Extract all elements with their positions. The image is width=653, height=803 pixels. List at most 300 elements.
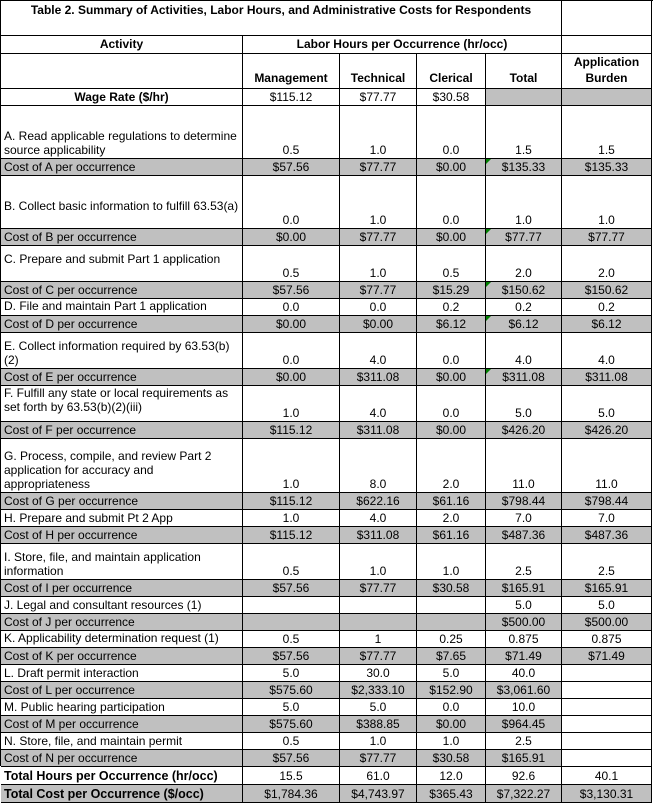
technical-header: Technical [350, 71, 406, 85]
cost-row-value: $77.77 [359, 581, 397, 595]
management-header: Management [254, 71, 328, 85]
cost-row-value: $0.00 [275, 230, 307, 244]
cost-row-label-cell [1, 580, 243, 597]
activity-row-value: 0.0 [442, 406, 460, 420]
cost-row-value: $311.08 [356, 528, 400, 542]
activity-row-tot-cell [486, 510, 562, 527]
cost-row-tot-cell [486, 682, 562, 699]
cost-row-value: $57.56 [272, 283, 310, 297]
activity-row-value: 4.0 [369, 511, 387, 525]
activity-row-value: 0.0 [442, 213, 460, 227]
cost-row-c-cell [417, 159, 486, 176]
activity-row-label: N. Store, file, and maintain permit [4, 734, 183, 748]
cost-row-m-cell [243, 282, 340, 299]
cost-row-value: $61.16 [432, 494, 470, 508]
activity-row-b-cell [562, 246, 652, 282]
cost-row-label: Cost of A per occurrence [4, 160, 136, 174]
wage-rate-total [486, 89, 562, 106]
activity-row-value: 1.0 [598, 213, 615, 227]
activity-row-value: 0.0 [282, 213, 300, 227]
cost-row-tot-cell [486, 282, 562, 299]
activity-row-value: 11.0 [595, 477, 618, 491]
cost-row-value: $0.00 [435, 160, 467, 174]
activity-row-c-cell [417, 386, 486, 422]
activity-row-label-cell [1, 176, 243, 229]
activity-row-value: 1.0 [369, 213, 387, 227]
cost-row-m-cell [243, 527, 340, 544]
cost-row-c-cell [417, 614, 486, 631]
total-row-label: Total Cost per Occurrence ($/occ) [4, 787, 204, 801]
activity-row-value: 2.5 [515, 734, 532, 748]
activity-row-value: 0.5 [282, 564, 300, 578]
total-row-m-cell [243, 767, 340, 785]
cost-row-label-cell [1, 493, 243, 510]
cell-note-marker [486, 159, 491, 164]
cost-row-value: $135.33 [584, 160, 629, 174]
wage-rate-management [243, 89, 340, 106]
cost-row-t-cell [340, 527, 417, 544]
cost-row-label: Cost of F per occurrence [4, 423, 137, 437]
activity-row-b-cell [562, 510, 652, 527]
activity-row-value: 0.0 [442, 353, 460, 367]
total-row-b-cell [562, 767, 652, 785]
cost-row-b-cell [562, 282, 652, 299]
cost-row-value: $798.44 [501, 494, 546, 508]
activity-row-c-cell [417, 631, 486, 648]
total-row-label: Total Hours per Occurrence (hr/occ) [4, 769, 218, 783]
activity-row-tot-cell [486, 631, 562, 648]
activity-row-label-cell [1, 699, 243, 716]
cost-row-value: $575.60 [269, 683, 313, 697]
activity-row-m-cell [243, 439, 340, 493]
activity-row-tot-cell [486, 106, 562, 159]
activity-row-b-cell [562, 386, 652, 422]
activity-row-b-cell [562, 699, 652, 716]
activity-row-c-cell [417, 733, 486, 750]
cost-row-value: $622.16 [356, 494, 400, 508]
activity-row-value: 7.0 [515, 511, 532, 525]
application-burden-header: Application Burden [573, 55, 640, 85]
total-row-value: $4,743.97 [351, 787, 405, 801]
activity-row-value: 0.2 [442, 300, 460, 314]
cost-row-m-cell [243, 682, 340, 699]
cost-row-c-cell [417, 369, 486, 386]
cost-row-value: $71.49 [588, 649, 625, 663]
activity-row-m-cell [243, 106, 340, 159]
cost-row-value: $6.12 [591, 317, 622, 331]
cost-row-t-cell [340, 493, 417, 510]
activity-row-c-cell [417, 176, 486, 229]
wage-rate-label-cell [1, 89, 243, 106]
cost-row-t-cell [340, 580, 417, 597]
total-row-tot-cell [486, 785, 562, 803]
cost-row-value: $426.20 [501, 423, 546, 437]
cost-row-value: $7.65 [435, 649, 467, 663]
cost-row-value: $135.33 [501, 160, 546, 174]
cost-row-value: $0.00 [435, 717, 467, 731]
activity-row-value: 1.0 [282, 406, 300, 420]
total-row-value: 61.0 [366, 769, 390, 783]
activity-row-tot-cell [486, 299, 562, 316]
activity-row-value: 1.0 [369, 143, 387, 157]
cost-row-value: $165.91 [501, 581, 546, 595]
activity-row-value: 4.0 [515, 353, 532, 367]
cost-row-tot-cell [486, 369, 562, 386]
total-row-value: 12.0 [439, 769, 463, 783]
activity-row-t-cell [340, 299, 417, 316]
activity-row-value: 2.0 [515, 266, 532, 280]
cell-note-marker [486, 369, 491, 374]
wage-rate-clerical [417, 89, 486, 106]
cell-note-marker [486, 229, 491, 234]
activity-row-value: 0.2 [515, 300, 532, 314]
cost-row-value: $15.29 [432, 283, 470, 297]
activity-row-label: B. Collect basic information to fulfill 63.53(a) [4, 199, 239, 213]
cost-row-m-cell [243, 369, 340, 386]
activity-row-value: 2.0 [442, 477, 460, 491]
cost-row-c-cell [417, 493, 486, 510]
activity-row-value: 0.5 [282, 266, 300, 280]
activity-header: Activity [99, 37, 144, 51]
activity-row-value: 0.0 [442, 143, 460, 157]
cost-row-value: $964.45 [501, 717, 546, 731]
activity-row-label-cell [1, 439, 243, 493]
activity-row-value: 8.0 [369, 477, 387, 491]
total-row-tot-cell [486, 767, 562, 785]
cost-row-tot-cell [486, 527, 562, 544]
cost-row-b-cell [562, 229, 652, 246]
cost-row-value: $77.77 [359, 649, 397, 663]
activity-row-value: 30.0 [366, 666, 390, 680]
activity-header-cell [1, 36, 243, 54]
technical-header-cell [340, 54, 417, 89]
cost-row-c-cell [417, 229, 486, 246]
total-row-value: $3,130.31 [579, 787, 634, 801]
cost-row-b-cell [562, 750, 652, 767]
cost-row-label: Cost of N per occurrence [4, 751, 138, 765]
activity-row-t-cell [340, 510, 417, 527]
cost-row-t-cell [340, 316, 417, 333]
activity-row-label-cell [1, 299, 243, 316]
activity-row-label-cell [1, 665, 243, 682]
cost-row-b-cell [562, 422, 652, 439]
cost-row-t-cell [340, 716, 417, 733]
cost-row-value: $3,061.60 [496, 683, 551, 697]
cost-row-label: Cost of B per occurrence [4, 230, 137, 244]
activity-row-tot-cell [486, 176, 562, 229]
activity-row-t-cell [340, 176, 417, 229]
cell-note-marker [486, 282, 491, 287]
cost-row-label-cell [1, 159, 243, 176]
cost-row-value: $115.12 [269, 528, 313, 542]
clerical-header: Clerical [429, 71, 473, 85]
cost-row-label-cell [1, 422, 243, 439]
activity-row-value: 0.875 [591, 632, 622, 646]
cost-row-value: $426.20 [584, 423, 629, 437]
cost-row-value: $0.00 [435, 230, 467, 244]
table-title-cell [1, 1, 562, 36]
activity-row-label-cell [1, 246, 243, 282]
activity-row-t-cell [340, 665, 417, 682]
activity-row-value: 1.0 [282, 477, 300, 491]
cost-row-value: $77.77 [588, 230, 625, 244]
activity-row-value: 7.0 [598, 511, 615, 525]
cost-row-value: $77.77 [359, 283, 397, 297]
cost-row-value: $311.08 [502, 370, 545, 384]
cost-row-value: $487.36 [501, 528, 546, 542]
cost-row-value: $57.56 [272, 751, 310, 765]
activity-row-label: C. Prepare and submit Part 1 application [4, 252, 221, 266]
cost-row-value: $0.00 [275, 370, 307, 384]
cost-row-label: Cost of L per occurrence [4, 683, 135, 697]
activity-row-label-cell [1, 106, 243, 159]
activity-row-label: H. Prepare and submit Pt 2 App [4, 511, 173, 525]
cost-row-value: $311.08 [585, 370, 628, 384]
subheader-blank [1, 54, 243, 89]
cost-row-value: $77.77 [505, 230, 542, 244]
cost-row-t-cell [340, 422, 417, 439]
cost-row-label: Cost of M per occurrence [4, 717, 139, 731]
activity-row-value: 1.0 [369, 266, 387, 280]
cost-row-tot-cell [486, 229, 562, 246]
cost-row-tot-cell [486, 316, 562, 333]
activity-row-c-cell [417, 665, 486, 682]
activity-row-b-cell [562, 439, 652, 493]
activity-row-value: 2.0 [442, 511, 460, 525]
cost-row-value: $6.12 [508, 317, 539, 331]
activity-row-m-cell [243, 631, 340, 648]
total-row-t-cell [340, 767, 417, 785]
activity-row-m-cell [243, 665, 340, 682]
activity-row-value: 0.0 [369, 300, 387, 314]
activity-row-value: 1.0 [369, 564, 387, 578]
activity-row-m-cell [243, 597, 340, 614]
cost-row-value: $30.58 [432, 581, 470, 595]
activity-row-label-cell [1, 386, 243, 422]
cost-row-label: Cost of D per occurrence [4, 317, 138, 331]
activity-row-value: 0.2 [598, 300, 615, 314]
activity-row-b-cell [562, 544, 652, 580]
activity-row-m-cell [243, 246, 340, 282]
activity-row-value: 11.0 [512, 477, 535, 491]
cost-row-b-cell [562, 682, 652, 699]
cost-row-m-cell [243, 422, 340, 439]
activity-row-b-cell [562, 106, 652, 159]
total-row-c-cell [417, 767, 486, 785]
activity-row-m-cell [243, 699, 340, 716]
cost-row-label: Cost of I per occurrence [4, 581, 133, 595]
cost-row-label-cell [1, 716, 243, 733]
cost-row-value: $150.62 [584, 283, 629, 297]
application-burden-header-cell [562, 54, 652, 89]
activity-row-label: K. Applicability determination request (1) [4, 631, 219, 645]
cost-row-c-cell [417, 682, 486, 699]
cost-row-value: $487.36 [584, 528, 629, 542]
activity-row-m-cell [243, 299, 340, 316]
activity-row-b-cell [562, 333, 652, 369]
cost-row-m-cell [243, 648, 340, 665]
cost-row-value: $2,333.10 [351, 683, 405, 697]
activity-row-value: 10.0 [511, 700, 536, 714]
cost-row-b-cell [562, 316, 652, 333]
cost-row-value: $0.00 [435, 370, 467, 384]
activity-row-label-cell [1, 544, 243, 580]
cost-row-value: $500.00 [584, 615, 629, 629]
activity-row-label: I. Store, file, and maintain application information [4, 550, 201, 578]
activity-row-tot-cell [486, 597, 562, 614]
activity-row-value: 5.0 [515, 406, 532, 420]
activity-row-value: 4.0 [369, 406, 387, 420]
cost-row-b-cell [562, 580, 652, 597]
activity-row-tot-cell [486, 246, 562, 282]
cost-row-value: $0.00 [275, 317, 307, 331]
cost-row-label: Cost of G per occurrence [4, 494, 139, 508]
wage-rate-value: $30.58 [432, 90, 470, 104]
cost-row-label: Cost of C per occurrence [4, 283, 138, 297]
activity-row-value: 0.5 [282, 632, 300, 646]
activity-row-t-cell [340, 439, 417, 493]
activity-row-value: 1.0 [282, 511, 300, 525]
activity-row-value: 0.5 [282, 734, 300, 748]
cost-row-label-cell [1, 369, 243, 386]
cost-row-label-cell [1, 316, 243, 333]
management-header-cell [243, 54, 340, 89]
cost-row-m-cell [243, 159, 340, 176]
activity-row-c-cell [417, 299, 486, 316]
cost-row-label-cell [1, 614, 243, 631]
activity-row-label-cell [1, 597, 243, 614]
cost-row-value: $77.77 [359, 160, 397, 174]
cost-row-label-cell [1, 648, 243, 665]
cost-row-m-cell [243, 614, 340, 631]
cost-row-tot-cell [486, 159, 562, 176]
cost-row-tot-cell [486, 750, 562, 767]
total-row-c-cell [417, 785, 486, 803]
cost-row-value: $115.12 [269, 423, 313, 437]
cost-row-t-cell [340, 614, 417, 631]
cost-row-tot-cell [486, 614, 562, 631]
activity-row-value: 5.0 [282, 666, 300, 680]
labor-hours-header: Labor Hours per Occurrence (hr/occ) [296, 37, 508, 51]
activity-row-value: 1 [374, 632, 382, 646]
activity-row-value: 2.0 [598, 266, 615, 280]
total-row-value: $365.43 [429, 787, 473, 801]
cost-row-value: $30.58 [432, 751, 470, 765]
activity-row-m-cell [243, 510, 340, 527]
activity-row-t-cell [340, 386, 417, 422]
cost-row-t-cell [340, 282, 417, 299]
cost-row-c-cell [417, 580, 486, 597]
activity-row-m-cell [243, 544, 340, 580]
cost-row-value: $165.91 [501, 751, 546, 765]
activity-row-value: 5.0 [442, 666, 460, 680]
activity-row-label-cell [1, 510, 243, 527]
activity-row-value: 1.0 [442, 564, 460, 578]
cost-row-label: Cost of K per occurrence [4, 649, 137, 663]
activity-row-b-cell [562, 299, 652, 316]
activity-row-value: 1.0 [515, 213, 532, 227]
activity-row-label: D. File and maintain Part 1 application [4, 299, 207, 313]
cost-row-b-cell [562, 527, 652, 544]
activity-row-value: 4.0 [369, 353, 387, 367]
cost-row-value: $115.12 [269, 494, 313, 508]
activity-row-value: 4.0 [598, 353, 615, 367]
cost-row-tot-cell [486, 422, 562, 439]
total-header: Total [509, 71, 538, 85]
activity-row-t-cell [340, 544, 417, 580]
cost-row-m-cell [243, 716, 340, 733]
activity-row-value: 0.5 [442, 266, 460, 280]
cost-row-c-cell [417, 527, 486, 544]
cost-row-label-cell [1, 527, 243, 544]
activity-row-c-cell [417, 439, 486, 493]
activity-row-t-cell [340, 106, 417, 159]
wage-rate-burden [562, 89, 652, 106]
cost-row-value: $57.56 [272, 581, 310, 595]
activity-row-tot-cell [486, 544, 562, 580]
activity-row-value: 0.0 [282, 353, 300, 367]
cost-row-b-cell [562, 493, 652, 510]
cost-row-tot-cell [486, 716, 562, 733]
cost-row-value: $0.00 [435, 423, 467, 437]
cost-row-value: $61.16 [432, 528, 470, 542]
cost-row-value: $500.00 [501, 615, 546, 629]
activity-row-tot-cell [486, 439, 562, 493]
total-row-t-cell [340, 785, 417, 803]
cost-row-tot-cell [486, 580, 562, 597]
cost-row-tot-cell [486, 648, 562, 665]
cost-row-value: $798.44 [584, 494, 629, 508]
clerical-header-cell [417, 54, 486, 89]
cost-row-value: $311.08 [356, 423, 400, 437]
activity-row-m-cell [243, 333, 340, 369]
activity-row-c-cell [417, 597, 486, 614]
activity-row-t-cell [340, 597, 417, 614]
activity-row-tot-cell [486, 665, 562, 682]
activity-row-tot-cell [486, 733, 562, 750]
activity-row-value: 0.0 [442, 700, 460, 714]
cost-row-t-cell [340, 369, 417, 386]
cost-row-c-cell [417, 422, 486, 439]
activity-row-m-cell [243, 386, 340, 422]
activity-row-label-cell [1, 333, 243, 369]
cost-row-value: $150.62 [501, 283, 546, 297]
activity-row-c-cell [417, 106, 486, 159]
activity-row-value: 1.0 [442, 734, 460, 748]
cost-row-label-cell [1, 282, 243, 299]
cost-row-m-cell [243, 493, 340, 510]
activity-row-t-cell [340, 733, 417, 750]
total-row-label-cell [1, 785, 243, 803]
cost-row-b-cell [562, 716, 652, 733]
cost-row-b-cell [562, 614, 652, 631]
activity-row-label: J. Legal and consultant resources (1) [4, 598, 202, 612]
cost-row-value: $388.85 [356, 717, 400, 731]
cost-row-c-cell [417, 716, 486, 733]
activity-row-value: 5.0 [282, 700, 300, 714]
cost-row-value: $152.90 [429, 683, 473, 697]
activity-row-value: 0.5 [282, 143, 300, 157]
activity-row-tot-cell [486, 699, 562, 716]
total-row-value: 40.1 [594, 769, 619, 783]
activity-row-value: 0.25 [439, 632, 463, 646]
cost-row-b-cell [562, 648, 652, 665]
activity-row-tot-cell [486, 333, 562, 369]
cost-row-t-cell [340, 682, 417, 699]
activity-row-value: 5.0 [515, 598, 532, 612]
table-title-blank [562, 1, 652, 36]
activity-row-c-cell [417, 699, 486, 716]
